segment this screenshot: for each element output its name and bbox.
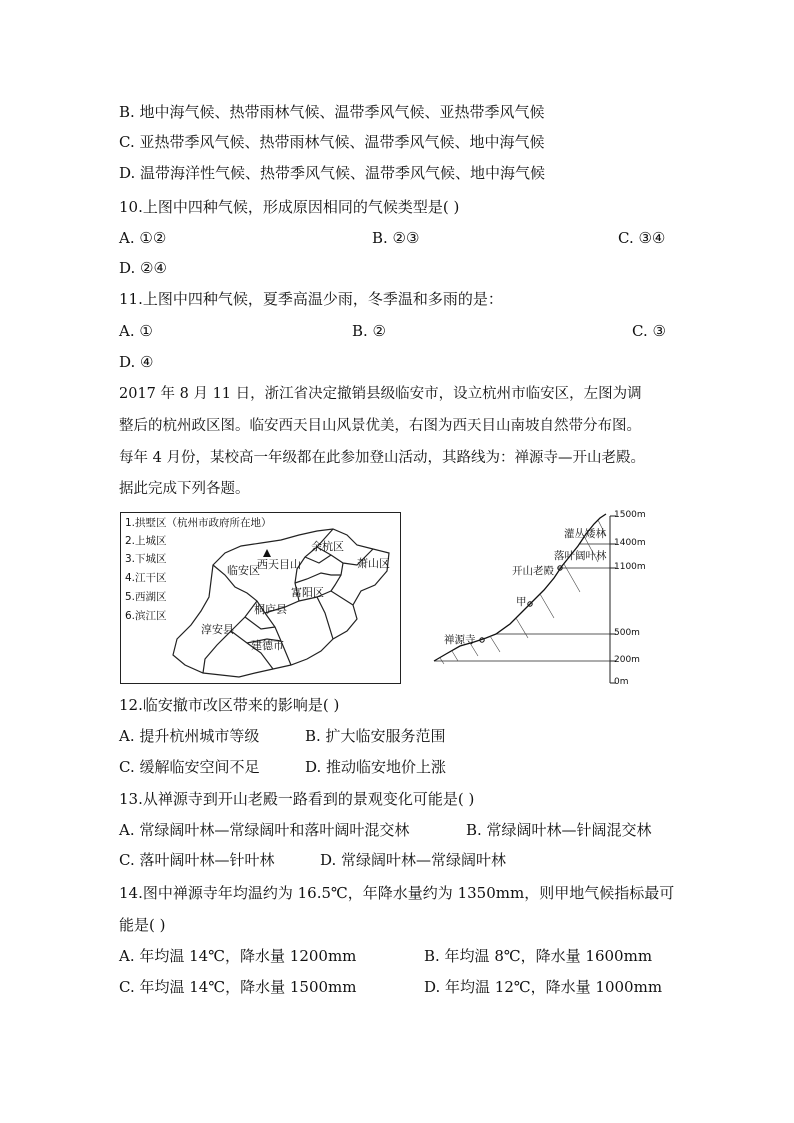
xitianmu-profile-diagram (430, 506, 670, 688)
passage-line-2: 整后的杭州政区图。临安西天目山风景优美，右图为西天目山南坡自然带分布图。 (119, 418, 641, 434)
label-tonglu: 桐庐县 (254, 603, 287, 616)
elev-1500: 1500m (614, 510, 646, 520)
kaishan-label: 开山老殿 (512, 565, 554, 577)
q14-stem-line-2: 能是( ) (119, 916, 166, 934)
q14-option-c: C. 年均温 14℃，降水量 1500mm (119, 978, 357, 996)
legend-item-6: 6.滨江区 (125, 610, 167, 622)
q13-option-b: B. 常绿阔叶林—针阔混交林 (466, 821, 652, 839)
q12-option-c: C. 缓解临安空间不足 (119, 758, 260, 776)
elev-500: 500m (614, 628, 640, 638)
q10-stem: 10.上图中四种气候，形成原因相同的气候类型是( ) (119, 198, 460, 216)
q13-stem: 13.从禅源寺到开山老殿一路看到的景观变化可能是( ) (119, 790, 475, 808)
q12-stem: 12.临安撤市改区带来的影响是( ) (119, 696, 340, 714)
q14-option-a: A. 年均温 14℃，降水量 1200mm (119, 947, 357, 965)
q11-option-c: C. ③ (632, 322, 666, 340)
chanyuan-label: 禅源寺 (444, 634, 476, 646)
q12-option-d: D. 推动临安地价上涨 (305, 758, 447, 776)
label-jiande: 建德市 (251, 639, 284, 652)
label-xiaoshan: 萧山区 (357, 557, 390, 570)
zone-deciduous-label: 落叶阔叶林 (554, 550, 607, 562)
label-chunan: 淳安县 (201, 623, 234, 636)
label-xitianmu: 西天目山 (257, 558, 301, 571)
jia-label: 甲 (516, 596, 527, 608)
zone-shrub-label: 灌丛矮林 (564, 528, 606, 540)
q13-option-a: A. 常绿阔叶林—常绿阔叶和落叶阔叶混交林 (119, 821, 410, 839)
elev-0: 0m (614, 677, 629, 687)
q14-option-b: B. 年均温 8℃，降水量 1600mm (424, 947, 653, 965)
q10-option-d: D. ②④ (119, 259, 167, 277)
q11-option-d: D. ④ (119, 353, 154, 371)
label-fuyang: 富阳区 (291, 586, 324, 599)
elev-200: 200m (614, 655, 640, 665)
legend-item-2: 2.上城区 (125, 535, 167, 547)
q14-stem-line-1: 14.图中禅源寺年均温约为 16.5℃，年降水量约为 1350mm，则甲地气候指标最可 (119, 884, 675, 902)
q9-option-c: C. 亚热带季风气候、热带雨林气候、温带季风气候、地中海气候 (119, 133, 545, 151)
q10-option-b: B. ②③ (372, 229, 420, 247)
q12-option-b: B. 扩大临安服务范围 (305, 727, 446, 745)
q13-option-d: D. 常绿阔叶林—常绿阔叶林 (320, 851, 507, 869)
passage-line-4: 据此完成下列各题。 (119, 481, 250, 497)
q10-option-a: A. ①② (119, 229, 167, 247)
q11-stem: 11.上图中四种气候，夏季高温少雨，冬季温和多雨的是： (119, 290, 503, 308)
legend-item-4: 4.江干区 (125, 572, 167, 584)
q10-option-c: C. ③④ (618, 229, 666, 247)
label-linan: 临安区 (227, 564, 260, 577)
elev-1400: 1400m (614, 538, 646, 548)
q9-option-b: B. 地中海气候、热带雨林气候、温带季风气候、亚热带季风气候 (119, 103, 545, 121)
q12-option-a: A. 提升杭州城市等级 (119, 727, 260, 745)
q11-option-a: A. ① (119, 322, 153, 340)
hangzhou-district-map (120, 512, 401, 684)
q9-option-d: D. 温带海洋性气候、热带季风气候、温带季风气候、地中海气候 (119, 164, 546, 182)
label-yuhang: 余杭区 (311, 540, 344, 553)
q13-option-c: C. 落叶阔叶林—针叶林 (119, 851, 275, 869)
legend-item-5: 5.西湖区 (125, 591, 167, 603)
legend-item-3: 3.下城区 (125, 553, 167, 565)
q14-option-d: D. 年均温 12℃，降水量 1000mm (424, 978, 663, 996)
passage-line-1: 2017 年 8 月 11 日，浙江省决定撤销县级临安市，设立杭州市临安区，左图为调 (119, 386, 642, 402)
legend-item-1: 1.拱墅区（杭州市政府所在地） (125, 517, 272, 529)
passage-line-3: 每年 4 月份，某校高一年级都在此参加登山活动，其路线为：禅源寺—开山老殿。 (119, 450, 645, 466)
elev-1100: 1100m (614, 562, 646, 572)
q11-option-b: B. ② (352, 322, 387, 340)
